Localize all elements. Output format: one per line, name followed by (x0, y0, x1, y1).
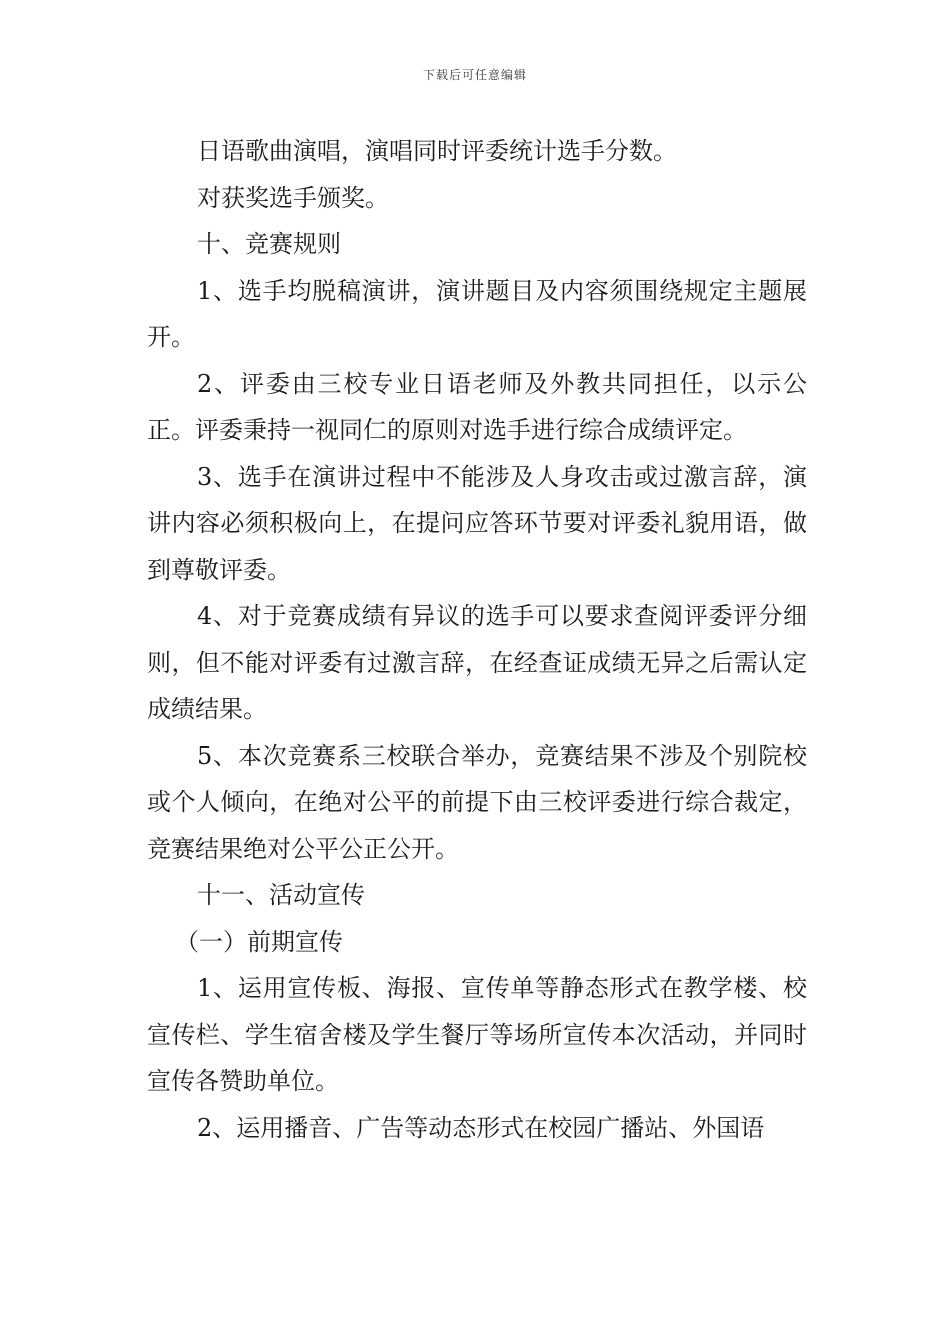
rule-item-3: 3、选手在演讲过程中不能涉及人身攻击或过激言辞，演讲内容必须积极向上，在提问应答环节要对评委礼貌用语，做到尊敬评委。 (147, 462, 807, 584)
document-body (147, 128, 807, 1151)
rule-item-5: 5、本次竞赛系三校联合举办，竞赛结果不涉及个别院校或个人倾向，在绝对公平的前提下由三校评委进行综合裁定，竞赛结果绝对公平公正公开。 (147, 741, 807, 863)
section-heading-promotion: 十一、活动宣传 (197, 881, 365, 909)
rule-item-4: 4、对于竞赛成绩有异议的选手可以要求查阅评委评分细则，但不能对评委有过激言辞，在经查证成绩无异之后需认定成绩结果。 (147, 602, 807, 723)
subsection-heading-early-promotion: （一）前期宣传 (175, 927, 343, 956)
rule-item-2: 2、评委由三校专业日语老师及外教共同担任，以示公正。评委秉持一视同仁的原则对选手进行综合成绩评定。 (147, 369, 807, 444)
promotion-item-1: 1、运用宣传板、海报、宣传单等静态形式在教学楼、校宣传栏、学生宿舍楼及学生餐厅等场所宣传本次活动，并同时宣传各赞助单位。 (147, 974, 807, 1095)
rule-item-1: 1、选手均脱稿演讲，演讲题目及内容须围绕规定主题展开。 (147, 276, 807, 351)
paragraph-award-ceremony: 对获奖选手颁奖。 (197, 183, 389, 212)
paragraph-song-performance: 日语歌曲演唱，演唱同时评委统计选手分数。 (197, 137, 677, 165)
section-heading-competition-rules: 十、竞赛规则 (197, 230, 341, 258)
promotion-item-2: 2、运用播音、广告等动态形式在校园广播站、外国语 (197, 1113, 765, 1142)
page-header: 下载后可任意编辑 (422, 68, 527, 82)
